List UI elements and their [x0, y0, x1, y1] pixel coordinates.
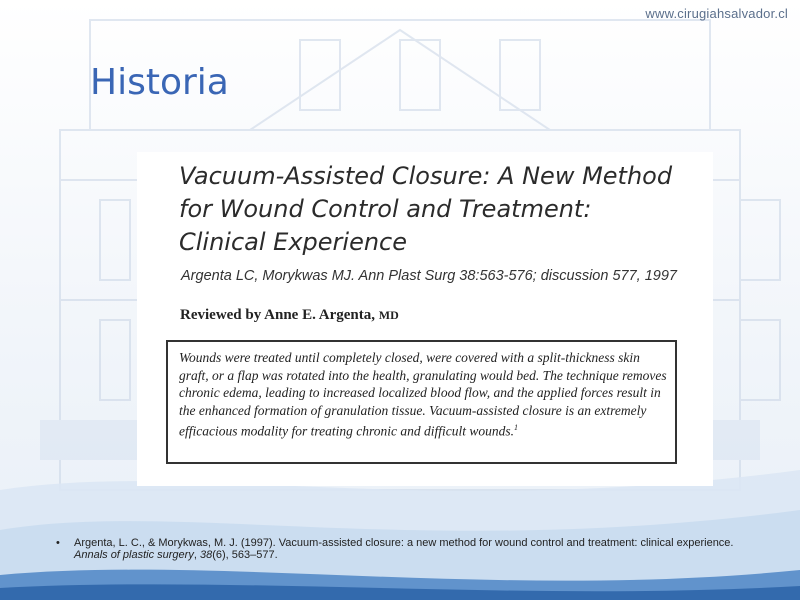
- reference-pages: (6), 563–577.: [212, 549, 278, 561]
- article-title-line: Clinical Experience: [179, 228, 408, 256]
- site-url: www.cirugiahsalvador.cl: [645, 6, 788, 21]
- slide-title: Historia: [90, 62, 229, 103]
- article-excerpt-image: [137, 152, 713, 486]
- article-title: [179, 160, 699, 259]
- article-title-line: for Wound Control and Treatment:: [179, 195, 592, 223]
- bullet-icon: •: [56, 537, 60, 549]
- article-title-line: Vacuum-Assisted Closure: A New Method: [179, 162, 673, 190]
- reference-separator: ,: [193, 549, 200, 561]
- reference-authors-title: Argenta, L. C., & Morykwas, M. J. (1997). Vacuum-assisted closure: a new method for wound control and treatment: clinical experience.: [74, 537, 734, 549]
- reviewed-by: [180, 307, 399, 324]
- abstract-box: [166, 340, 677, 464]
- abstract-text: [179, 349, 667, 440]
- footnote-mark: 1: [513, 423, 518, 432]
- reference-list-item: [56, 537, 756, 561]
- abstract-body: Wounds were treated until completely closed, were covered with a split-thickness skin graft, or a flap was rotated into the health, granulating would bed. The technique removes chronic edema, leading to increased localized blood flow, and the applied forces result in the enhanced formation of granulation tissue. Vacuum-assisted closure is an extremely efficacious modality for treating chronic and difficult wounds.: [179, 350, 667, 439]
- reviewer-name: Reviewed by Anne E. Argenta,: [180, 307, 375, 323]
- reference-journal: Annals of plastic surgery: [74, 549, 194, 561]
- reviewer-degree: MD: [378, 308, 399, 322]
- article-citation: Argenta LC, Morykwas MJ. Ann Plast Surg 38:563-576; discussion 577, 1997: [181, 268, 677, 284]
- reference-volume: 38: [199, 549, 213, 561]
- reference-text: [74, 537, 756, 561]
